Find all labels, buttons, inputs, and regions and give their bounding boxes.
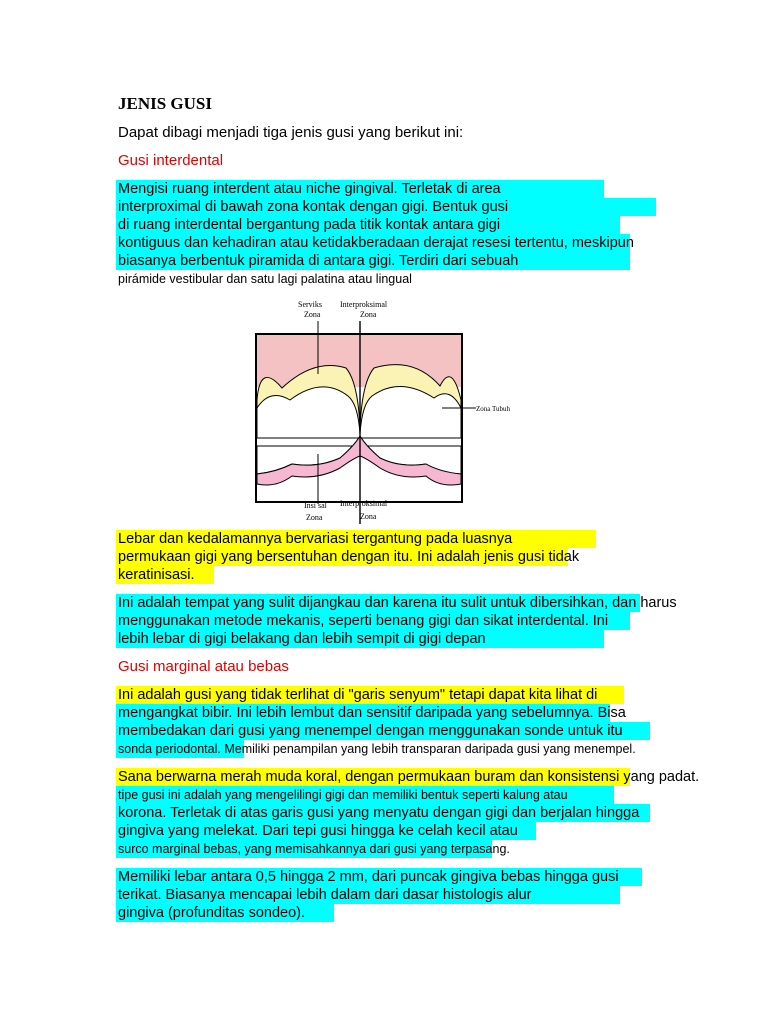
text-line: korona. Terletak di atas garis gusi yang menyatu dengan gigi dan berjalan hingga bbox=[116, 804, 650, 822]
heading-marginal: Gusi marginal atau bebas bbox=[118, 658, 289, 675]
text-line: Memiliki lebar antara 0,5 hingga 2 mm, dari puncak gingiva bebas hingga gusi bbox=[116, 868, 642, 886]
text-line: gingiva (profunditas sondeo). bbox=[116, 904, 334, 922]
text-line: mengangkat bibir. Ini lebih lembut dan sensitif daripada yang sebelumnya. Bisa bbox=[118, 705, 626, 721]
label-zona: Zona bbox=[306, 513, 323, 522]
label-serviks: Serviks bbox=[298, 300, 322, 309]
label-zona-tubuh: Zona Tubuh bbox=[476, 405, 511, 413]
label-zona: Zona bbox=[360, 512, 377, 521]
text-line: lebih lebar di gigi belakang dan lebih sempit di gigi depan bbox=[116, 630, 604, 648]
text-line: di ruang interdental bergantung pada titik kontak antara gigi bbox=[116, 216, 620, 234]
text-line: gingiva yang melekat. Dari tepi gusi hingga ke celah kecil atau bbox=[116, 822, 536, 840]
text-line: Sana berwarna merah muda koral, dengan permukaan buram dan konsistensi yang padat. bbox=[118, 769, 700, 785]
text-line: Mengisi ruang interdent atau niche gingival. Terletak di area bbox=[116, 180, 604, 198]
text-line: Ini adalah tempat yang sulit dijangkau dan karena itu sulit untuk dibersihkan, dan harus bbox=[118, 595, 677, 611]
text-line: menggunakan metode mekanis, seperti benang gigi dan sikat interdental. Ini bbox=[116, 612, 630, 630]
text-line: tipe gusi ini adalah yang mengelilingi gigi dan memiliki bentuk seperti kalung atau bbox=[116, 786, 614, 804]
text-line: membedakan dari gusi yang menempel dengan menggunakan sonde untuk itu bbox=[116, 722, 650, 740]
heading-interdental: Gusi interdental bbox=[118, 152, 224, 169]
gingiva-zones-diagram bbox=[230, 296, 530, 526]
text-line: keratinisasi. bbox=[116, 566, 214, 584]
label-interproksimal: Interproksimal bbox=[340, 300, 388, 309]
text-line: biasanya berbentuk piramida di antara gigi. Terdiri dari sebuah bbox=[116, 252, 630, 270]
page-title: JENIS GUSI bbox=[118, 94, 213, 113]
text-line: kontiguus dan kehadiran atau ketidakberadaan derajat resesi tertentu, meskipun bbox=[118, 235, 634, 251]
label-zona: Zona bbox=[304, 310, 321, 319]
text-line: Lebar dan kedalamannya bervariasi tergantung pada luasnya bbox=[116, 530, 596, 548]
text-line: terikat. Biasanya mencapai lebih dalam dari dasar histologis alur bbox=[116, 886, 620, 904]
text-line: pirámide vestibular dan satu lagi palatina atau lingual bbox=[118, 272, 412, 286]
label-zona: Zona bbox=[360, 310, 377, 319]
text-line: surco marginal bebas, yang memisahkannya dari gusi yang terpasang. bbox=[118, 842, 510, 856]
text-line: permukaan gigi yang bersentuhan dengan itu. Ini adalah jenis gusi tidak bbox=[118, 549, 580, 565]
label-insisal: Insi sal bbox=[304, 501, 327, 510]
intro-text: Dapat dibagi menjadi tiga jenis gusi yang berikut ini: bbox=[118, 124, 464, 141]
text-line: interproximal di bawah zona kontak dengan gigi. Bentuk gusi bbox=[116, 198, 656, 216]
text-line: Ini adalah gusi yang tidak terlihat di "garis senyum" tetapi dapat kita lihat di bbox=[116, 686, 624, 704]
label-interproksimal: Interproksimal bbox=[340, 499, 388, 508]
text-line: sonda periodontal. Memiliki penampilan yang lebih transparan daripada gusi yang menempel. bbox=[118, 742, 636, 756]
